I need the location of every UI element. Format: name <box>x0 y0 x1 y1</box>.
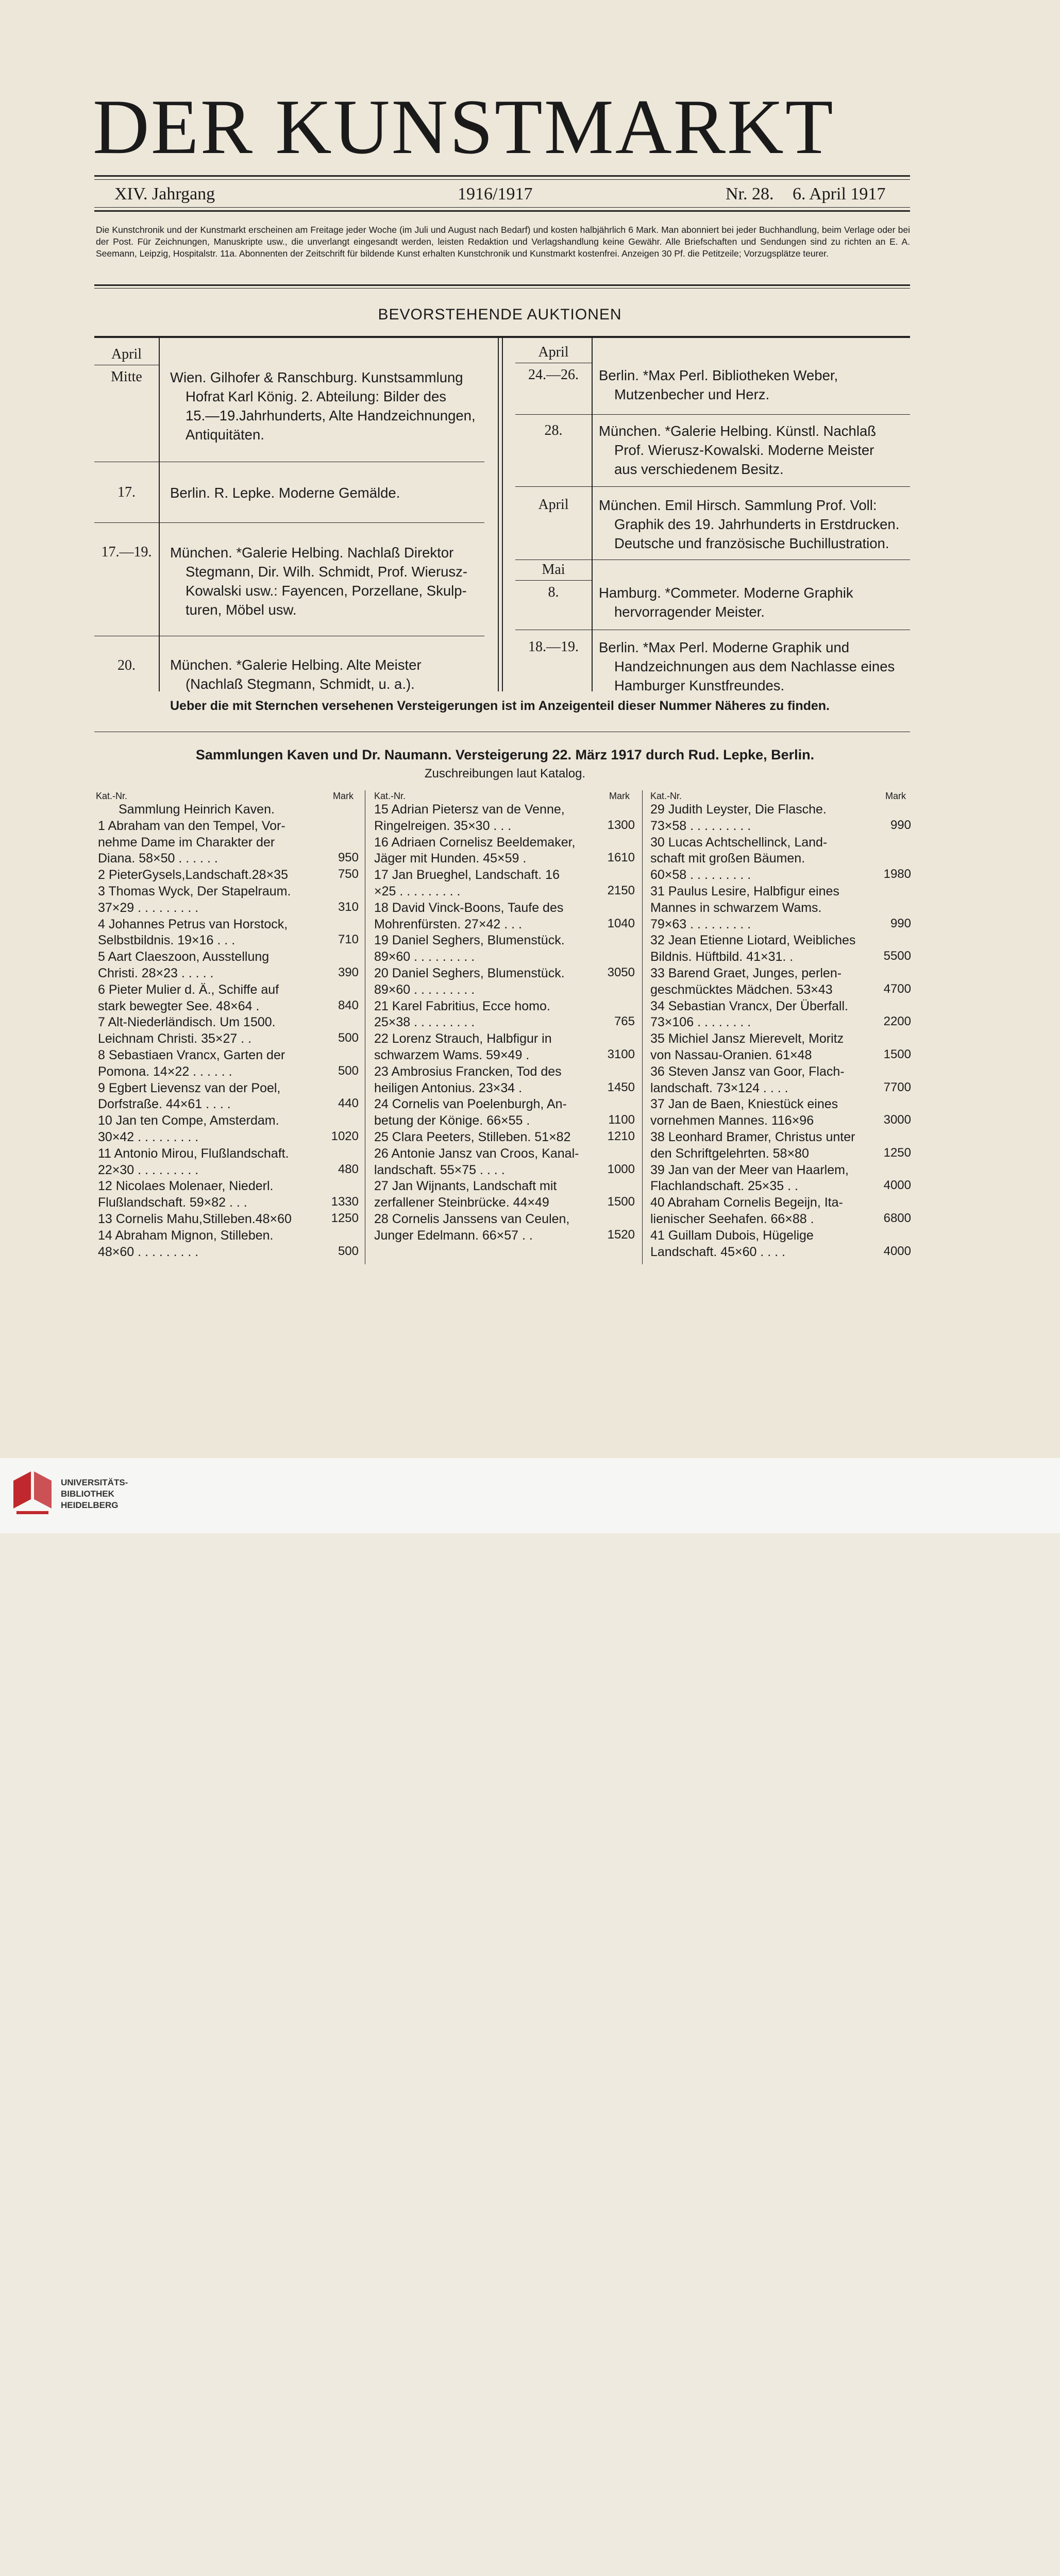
right-date-divider <box>592 338 593 691</box>
catalog-lot-price: 750 <box>338 867 359 882</box>
catalog-lot-text: 73×106 . . . . . . . . <box>650 1015 751 1030</box>
catalog-lot-text: stark bewegter See. 48×64 . <box>98 998 260 1013</box>
auction-line: Wien. Gilhofer & Ranschburg. Kunstsammlung <box>170 369 463 385</box>
auction-line: Berlin. R. Lepke. Moderne Gemälde. <box>170 485 400 501</box>
right-date: 24.—26. <box>528 367 579 383</box>
catalog-lot-text: 60×58 . . . . . . . . . <box>650 868 751 883</box>
right-date: 28. <box>544 422 563 438</box>
volume-label: XIV. Jahrgang <box>114 184 215 204</box>
center-divider-a <box>498 338 499 691</box>
catalog-lot-text: 32 Jean Etienne Liotard, Weibliches <box>650 933 856 948</box>
catalog-lot-text: 28 Cornelis Janssens van Ceulen, <box>374 1212 570 1226</box>
catalog-lot-price: 1100 <box>608 1113 635 1127</box>
catalog-lot-text: 89×60 . . . . . . . . . <box>374 950 475 964</box>
right-entry-rule <box>515 414 910 415</box>
catalog-lot-text: 25 Clara Peeters, Stilleben. 51×82 <box>374 1130 571 1144</box>
header-rule-thin <box>94 207 910 208</box>
col-label-mark: Mark <box>885 791 906 801</box>
catalog-lot-price: 4000 <box>883 1244 911 1258</box>
catalog-lot-text: 48×60 . . . . . . . . . <box>98 1244 199 1259</box>
auction-entry <box>170 655 422 693</box>
catalog-lot-text: von Nassau-Oranien. 61×48 <box>650 1048 812 1062</box>
catalog-lot-text: 10 Jan ten Compe, Amsterdam. <box>98 1113 279 1128</box>
catalog-lot-text: 22 Lorenz Strauch, Halbfigur in <box>374 1031 552 1046</box>
catalog-lot-text: 9 Egbert Lievensz van der Poel, <box>98 1080 281 1095</box>
auction-line: Hamburg. *Commeter. Moderne Graphik <box>599 585 853 601</box>
catalog-lot-text: Diana. 58×50 . . . . . . <box>98 851 218 866</box>
masthead-rule-top-thin <box>94 179 910 180</box>
catalog-lot-price: 4000 <box>883 1178 911 1193</box>
auction-line: Hofrat Karl König. 2. Abteilung: Bilder des <box>186 388 446 404</box>
catalog-col-divider <box>642 790 643 1264</box>
catalog-lot-text: zerfallener Steinbrücke. 44×49 <box>374 1195 549 1210</box>
catalog-lot-text: schaft mit großen Bäumen. <box>650 851 805 866</box>
catalog-lot-text: Junger Edelmann. 66×57 . . <box>374 1228 533 1243</box>
catalog-lot-text: 14 Abraham Mignon, Stilleben. <box>98 1228 274 1243</box>
catalog-lot-text: ×25 . . . . . . . . . <box>374 884 461 899</box>
right-month-2: Mai <box>542 562 565 578</box>
catalog-lot-price: 1210 <box>607 1129 635 1143</box>
catalog-lot-text: Leichnam Christi. 35×27 . . <box>98 1031 252 1046</box>
issue-number: Nr. 28. <box>726 184 774 204</box>
catalog-lot-text: 5 Aart Claeszoon, Ausstellung <box>98 950 270 964</box>
catalog-lot-price: 7700 <box>883 1080 911 1094</box>
catalog-lot-text: 15 Adrian Pietersz van de Venne, <box>374 802 565 817</box>
auction-entry <box>599 638 895 695</box>
auction-line: München. *Galerie Helbing. Alte Meister <box>170 657 422 673</box>
catalog-lot-text: 17 Jan Brueghel, Landschaft. 16 <box>374 868 560 883</box>
catalog-lot-text: 40 Abraham Cornelis Begeijn, Ita- <box>650 1195 843 1210</box>
catalog-lot-text: Mannes in schwarzem Wams. <box>650 900 822 915</box>
catalog-lot-text: 37×29 . . . . . . . . . <box>98 900 199 915</box>
catalog-lot-text: 23 Ambrosius Francken, Tod des <box>374 1064 562 1079</box>
footer-bar <box>0 1458 1060 1533</box>
catalog-lot-text: 1 Abraham van den Tempel, Vor- <box>98 818 285 833</box>
catalog-lot-price: 1250 <box>883 1145 911 1160</box>
catalog-lot-text: 21 Karel Fabritius, Ecce homo. <box>374 998 550 1013</box>
left-entry-rule <box>94 522 484 523</box>
auction-line: 15.—19.Jahrhunderts, Alte Handzeichnungen, <box>186 408 476 423</box>
catalog-lot-text: landschaft. 55×75 . . . . <box>374 1162 505 1177</box>
catalog-lot-text: 35 Michiel Jansz Mierevelt, Moritz <box>650 1031 844 1046</box>
auction-line: Kowalski usw.: Fayencen, Porzellane, Skulp- <box>186 583 467 599</box>
catalog-lot-price: 3100 <box>607 1047 635 1061</box>
catalog-lot-text: 29 Judith Leyster, Die Flasche. <box>650 802 827 817</box>
catalog-lot-text: Bildnis. Hüftbild. 41×31. . <box>650 950 794 964</box>
years-label: 1916/1917 <box>458 184 533 204</box>
catalog-lot-text: 37 Jan de Baen, Kniestück eines <box>650 1097 838 1112</box>
catalog-lot-text: 26 Antonie Jansz van Croos, Kanal- <box>374 1146 579 1161</box>
auction-entry <box>599 421 876 479</box>
left-date-divider <box>159 338 160 691</box>
asterisk-footnote: Ueber die mit Sternchen versehenen Versteigerungen ist im Anzeigenteil dieser Nummer Näheres zu finden. <box>170 699 830 713</box>
catalog-lot-text: 30 Lucas Achtschellinck, Land- <box>650 835 828 850</box>
left-month: April <box>111 346 142 362</box>
catalog-lot-price: 480 <box>338 1162 359 1176</box>
catalog-lot-price: 1250 <box>331 1211 359 1225</box>
catalog-lot-text: 73×58 . . . . . . . . . <box>650 818 751 833</box>
col-label-mark: Mark <box>609 791 630 801</box>
auction-line: München. *Galerie Helbing. Nachlaß Direktor <box>170 545 454 561</box>
catalog-lot-text: Landschaft. 45×60 . . . . <box>650 1244 785 1259</box>
notice-rule-thin <box>94 288 910 289</box>
auction-line: Antiquitäten. <box>186 427 264 443</box>
col-label-mark: Mark <box>333 791 354 801</box>
auction-entry <box>599 366 838 404</box>
catalog-lot-text: 27 Jan Wijnants, Landschaft mit <box>374 1179 557 1194</box>
catalog-lot-price: 390 <box>338 965 359 979</box>
left-date: 17. <box>117 484 136 500</box>
catalog-lot-price: 500 <box>338 1063 359 1078</box>
catalog-lot-price: 1000 <box>607 1162 635 1176</box>
auction-line: Hamburger Kunstfreundes. <box>614 677 785 693</box>
catalog-lot-text: landschaft. 73×124 . . . . <box>650 1080 788 1095</box>
catalog-lot-text: Sammlung Heinrich Kaven. <box>119 802 275 817</box>
catalog-lot-text: 8 Sebastiaen Vrancx, Garten der <box>98 1048 285 1062</box>
catalog-lot-price: 990 <box>890 818 911 832</box>
catalog-lot-text: 30×42 . . . . . . . . . <box>98 1130 199 1144</box>
catalog-lot-text: 25×38 . . . . . . . . . <box>374 1015 475 1030</box>
right-month: April <box>538 344 569 360</box>
catalog-lot-price: 990 <box>890 916 911 930</box>
catalog-lot-text: 36 Steven Jansz van Goor, Flach- <box>650 1064 845 1079</box>
library-logo-icon <box>10 1469 55 1519</box>
library-name-line1: UNIVERSITÄTS- <box>61 1478 128 1487</box>
catalog-lot-price: 5500 <box>883 949 911 963</box>
catalog-lot-price: 1500 <box>883 1047 911 1061</box>
catalog-lot-price: 440 <box>338 1096 359 1111</box>
sale-subtitle: Zuschreibungen laut Katalog. <box>424 767 586 781</box>
catalog-lot-price: 1300 <box>607 818 635 832</box>
catalog-lot-price: 840 <box>338 998 359 1012</box>
catalog-lot-text: lienischer Seehafen. 66×88 . <box>650 1212 814 1226</box>
auction-line: Prof. Wierusz-Kowalski. Moderne Meister <box>614 442 874 458</box>
catalog-lot-text: 24 Cornelis van Poelenburgh, An- <box>374 1097 567 1112</box>
catalog-lot-text: 34 Sebastian Vrancx, Der Überfall. <box>650 998 848 1013</box>
catalog-lot-price: 765 <box>614 1014 635 1029</box>
catalog-lot-price: 1610 <box>607 851 635 865</box>
catalog-lot-text: 39 Jan van der Meer van Haarlem, <box>650 1162 849 1177</box>
catalog-lot-price: 710 <box>338 933 359 947</box>
catalog-lot-price: 1450 <box>607 1080 635 1094</box>
auction-entry <box>599 583 853 621</box>
catalog-lot-text: Pomona. 14×22 . . . . . . <box>98 1064 232 1079</box>
auction-line: Berlin. *Max Perl. Bibliotheken Weber, <box>599 367 838 383</box>
auction-entry <box>599 496 899 553</box>
catalog-lot-text: 89×60 . . . . . . . . . <box>374 982 475 997</box>
col-label-nr: Kat.-Nr. <box>96 791 128 801</box>
catalog-lot-text: Flachlandschaft. 25×35 . . <box>650 1179 798 1194</box>
auction-line: Deutsche und französische Buchillustration. <box>614 535 889 551</box>
catalog-lot-price: 1040 <box>607 916 635 930</box>
issue-date: 6. April 1917 <box>793 184 886 204</box>
auction-line: Handzeichnungen aus dem Nachlasse eines <box>614 658 895 674</box>
catalog-lot-text: vornehmen Mannes. 116×96 <box>650 1113 814 1128</box>
auction-line: hervorragender Meister. <box>614 604 765 620</box>
header-rule <box>94 210 910 212</box>
auction-entry <box>170 483 400 502</box>
catalog-lot-price: 500 <box>338 1244 359 1258</box>
catalog-lot-text: Christi. 28×23 . . . . . <box>98 966 214 980</box>
right-date: April <box>538 497 569 513</box>
library-name-line2: BIBLIOTHEK <box>61 1489 114 1499</box>
catalog-lot-price: 500 <box>338 1031 359 1045</box>
auctions-title: BEVORSTEHENDE AUKTIONEN <box>378 306 622 323</box>
catalog-lot-price: 1330 <box>331 1195 359 1209</box>
auction-line: Graphik des 19. Jahrhunderts in Erstdrucken. <box>614 516 900 532</box>
left-date: 17.—19. <box>101 544 152 560</box>
catalog-lot-text: 38 Leonhard Bramer, Christus unter <box>650 1130 855 1144</box>
auction-entry <box>170 368 476 444</box>
catalog-lot-price: 1020 <box>331 1129 359 1143</box>
catalog-lot-price: 1520 <box>607 1227 635 1242</box>
auction-line: Berlin. *Max Perl. Moderne Graphik und <box>599 639 850 655</box>
catalog-lot-text: den Schriftgelehrten. 58×80 <box>650 1146 809 1161</box>
center-divider-b <box>502 338 503 691</box>
catalog-lot-text: 12 Nicolaes Molenaer, Niederl. <box>98 1179 274 1194</box>
catalog-lot-text: Dorfstraße. 44×61 . . . . <box>98 1097 231 1112</box>
catalog-lot-text: 19 Daniel Seghers, Blumenstück. <box>374 933 565 948</box>
left-date: Mitte <box>111 369 142 385</box>
right-date: 18.—19. <box>528 639 579 655</box>
auction-line: (Nachlaß Stegmann, Schmidt, u. a.). <box>186 676 415 692</box>
catalog-lot-text: 79×63 . . . . . . . . . <box>650 917 751 931</box>
catalog-lot-text: schwarzem Wams. 59×49 . <box>374 1048 530 1062</box>
catalog-lot-text: 13 Cornelis Mahu,Stilleben.48×60 <box>98 1212 292 1226</box>
catalog-lot-text: 11 Antonio Mirou, Flußlandschaft. <box>98 1146 289 1161</box>
auction-line: turen, Möbel usw. <box>186 602 297 618</box>
catalog-lot-text: 2 PieterGysels,Landschaft.28×35 <box>98 868 288 883</box>
auction-line: München. Emil Hirsch. Sammlung Prof. Voll: <box>599 497 877 513</box>
masthead-title: DER KUNSTMARKT <box>93 83 835 170</box>
catalog-lot-text: geschmücktes Mädchen. 53×43 <box>650 982 833 997</box>
catalog-lot-price: 2150 <box>607 884 635 897</box>
catalog-lot-price: 6800 <box>883 1211 911 1225</box>
auction-line: Stegmann, Dir. Wilh. Schmidt, Prof. Wierusz- <box>186 564 468 580</box>
auction-line: München. *Galerie Helbing. Künstl. Nachlaß <box>599 423 877 439</box>
catalog-lot-text: 4 Johannes Petrus van Horstock, <box>98 917 288 931</box>
col-label-nr: Kat.-Nr. <box>374 791 406 801</box>
auction-line: aus verschiedenem Besitz. <box>614 461 784 477</box>
auction-line: Mutzenbecher und Herz. <box>614 386 770 402</box>
col-label-nr: Kat.-Nr. <box>650 791 682 801</box>
catalog-lot-text: Flußlandschaft. 59×82 . . . <box>98 1195 247 1210</box>
catalog-lot-text: Ringelreigen. 35×30 . . . <box>374 818 512 833</box>
notice-rule <box>94 284 910 286</box>
catalog-lot-text: 6 Pieter Mulier d. Ä., Schiffe auf <box>98 982 279 997</box>
left-date: 20. <box>117 657 136 673</box>
library-name-line3: HEIDELBERG <box>61 1500 119 1510</box>
catalog-lot-text: 7 Alt-Niederländisch. Um 1500. <box>98 1015 276 1030</box>
catalog-lot-text: 41 Guillam Dubois, Hügelige <box>650 1228 814 1243</box>
subscription-notice: Die Kunstchronik und der Kunstmarkt erscheinen am Freitage jeder Woche (im Juli und August nach Bedarf) und kosten halbjährlich 6 Mark. Man abonniert bei jeder Buchhandlung, beim Verlage oder bei der Post. Für Zeichnungen, Manuskripte usw., die unverlangt eingesandt werden, leisten Redaktion und Verlagshandlung keine Gewähr. Alle Briefschaften und Sendungen sind zu richten an E. A. Seemann, Leipzig, Hospitalstr. 11a. Abonnenten der Zeitschrift für bildende Kunst erhalten Kunstchronik und Kunstmarkt kostenfrei. Anzeigen 30 Pf. die Petitzeile; Vorzugsplätze teurer. <box>96 225 910 259</box>
catalog-lot-text: 18 David Vinck-Boons, Taufe des <box>374 900 564 915</box>
catalog-lot-text: 16 Adriaen Cornelisz Beeldemaker, <box>374 835 576 850</box>
catalog-lot-text: 31 Paulus Lesire, Halbfigur eines <box>650 884 839 899</box>
catalog-lot-text: heiligen Antonius. 23×34 . <box>374 1080 523 1095</box>
catalog-lot-text: Jäger mit Hunden. 45×59 . <box>374 851 527 866</box>
catalog-lot-price: 310 <box>338 900 359 914</box>
catalog-lot-price: 3000 <box>883 1113 911 1127</box>
catalog-lot-text: 33 Barend Graet, Junges, perlen- <box>650 966 842 980</box>
catalog-lot-text: Mohrenfürsten. 27×42 . . . <box>374 917 522 931</box>
right-month-2-rule <box>515 580 592 581</box>
catalog-lot-price: 950 <box>338 851 359 865</box>
auction-entry <box>170 543 467 619</box>
catalog-lot-text: 22×30 . . . . . . . . . <box>98 1162 199 1177</box>
catalog-lot-text: 20 Daniel Seghers, Blumenstück. <box>374 966 565 980</box>
catalog-lot-text: 3 Thomas Wyck, Der Stapelraum. <box>98 884 291 899</box>
right-entry-rule <box>515 486 910 487</box>
catalog-lot-price: 1500 <box>607 1195 635 1209</box>
masthead-rule-top <box>94 175 910 177</box>
catalog-lot-price: 4700 <box>883 981 911 996</box>
catalog-lot-price: 1980 <box>883 867 911 882</box>
sale-title: Sammlungen Kaven und Dr. Naumann. Versteigerung 22. März 1917 durch Rud. Lepke, Berlin. <box>195 747 815 762</box>
catalog-lot-text: nehme Dame im Charakter der <box>98 835 275 850</box>
catalog-lot-text: betung der Könige. 66×55 . <box>374 1113 530 1128</box>
right-date: 8. <box>548 584 559 600</box>
catalog-lot-price: 2200 <box>883 1014 911 1029</box>
catalog-lot-price: 3050 <box>607 965 635 979</box>
catalog-lot-text: Selbstbildnis. 19×16 . . . <box>98 933 235 948</box>
